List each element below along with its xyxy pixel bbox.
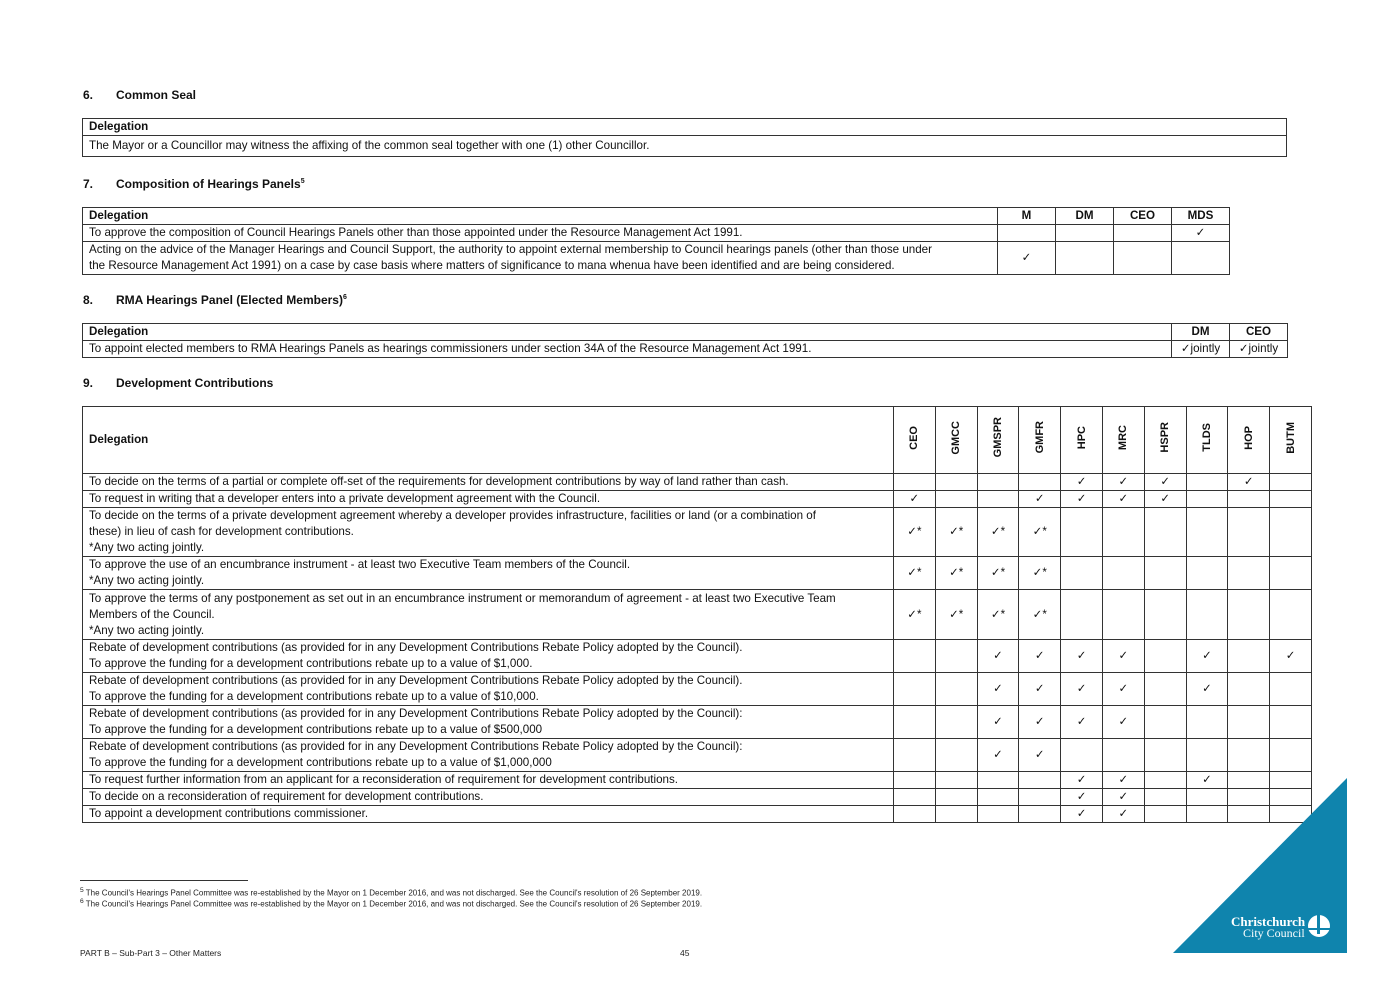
authority-cell-tlds: ✓: [1186, 673, 1228, 706]
column-label: TLDS: [1200, 423, 1213, 452]
table-row: [83, 341, 1288, 358]
authority-cell-hpc: [1061, 508, 1103, 557]
authority-cell-hpc: ✓: [1061, 640, 1103, 673]
column-label: DM: [1075, 209, 1094, 222]
logo-line-1: Christchurch: [1231, 914, 1306, 929]
table-row: [83, 739, 1312, 772]
authority-cell-hpc: [1061, 557, 1103, 590]
authority-cell-mrc: ✓: [1102, 640, 1144, 673]
section-number: 7.: [83, 177, 94, 191]
delegation-cell: [83, 557, 894, 590]
section-number: 8.: [83, 293, 94, 307]
delegation-cell: [83, 242, 998, 275]
column-header-dm: [1056, 208, 1114, 225]
column-header-hspr: [1144, 407, 1186, 474]
table-row: [83, 640, 1312, 673]
authority-cell-butm: [1270, 706, 1312, 739]
column-label: MDS: [1187, 209, 1214, 222]
table-row: [83, 491, 1312, 508]
authority-cell-tlds: ✓: [1186, 772, 1228, 789]
delegation-cell: [83, 772, 894, 789]
table-row: [83, 789, 1312, 806]
column-label: HOP: [1242, 425, 1255, 450]
authority-cell-hop: [1228, 508, 1270, 557]
authority-cell-tlds: [1186, 491, 1228, 508]
authority-cell-hspr: [1144, 640, 1186, 673]
authority-cell-mrc: ✓: [1102, 474, 1144, 491]
hearings-panels-table: [82, 207, 1230, 275]
authority-cell-hpc: ✓: [1061, 474, 1103, 491]
column-header-mds: [1172, 208, 1230, 225]
authority-cell-gmcc: ✓*: [935, 557, 977, 590]
delegation-text-line: Members of the Council.: [89, 607, 215, 621]
section-6-heading: [83, 88, 196, 102]
section-title: Common Seal: [116, 88, 197, 102]
authority-cell-dm: [1056, 242, 1114, 275]
authority-cell-ceo: [1114, 225, 1172, 242]
delegation-text-line: Rebate of development contributions (as provided for in any Development Contributions Rebate Policy adopted by the Council).: [89, 641, 743, 654]
column-label: DM: [1191, 325, 1210, 338]
footnote-text: The Council's Hearings Panel Committee was re-established by the Mayor on 1 December 2016, and was not discharged. See the Council's resolution of 26 September 2019.: [85, 899, 703, 909]
authority-cell-butm: [1270, 739, 1312, 772]
column-header-dm: [1172, 324, 1230, 341]
authority-cell-gmfr: ✓: [1019, 673, 1061, 706]
authority-cell-hspr: [1144, 739, 1186, 772]
authority-cell-gmcc: [935, 706, 977, 739]
authority-cell-gmspr: ✓*: [977, 557, 1019, 590]
authority-cell-gmspr: [977, 474, 1019, 491]
authority-cell-mrc: [1102, 590, 1144, 640]
rma-hearings-table: [82, 323, 1288, 358]
authority-cell-gmspr: ✓: [977, 706, 1019, 739]
delegation-cell: [83, 225, 998, 242]
delegation-cell: [83, 474, 894, 491]
footnote-number: 5: [80, 887, 84, 894]
development-contributions-table: [82, 406, 1312, 823]
authority-cell-ceo: ✓jointly: [1230, 341, 1288, 358]
authority-cell-mrc: [1102, 557, 1144, 590]
table-row: [83, 706, 1312, 739]
column-label: M: [1021, 209, 1032, 222]
delegation-cell: [83, 491, 894, 508]
column-header-butm: [1270, 407, 1312, 474]
authority-cell-gmspr: ✓: [977, 673, 1019, 706]
authority-cell-butm: [1270, 491, 1312, 508]
delegation-cell: [83, 673, 894, 706]
table-row: [83, 225, 1230, 242]
authority-cell-hop: ✓: [1228, 474, 1270, 491]
authority-cell-gmfr: [1019, 789, 1061, 806]
section-title: Development Contributions: [116, 376, 274, 390]
delegation-text-line: *Any two acting jointly.: [89, 574, 205, 587]
delegation-text-line: To approve the funding for a development contributions rebate up to a value of $10,000.: [89, 690, 539, 703]
authority-cell-mds: [1172, 242, 1230, 275]
footnote-text: The Council's Hearings Panel Committee was re-established by the Mayor on 1 December 2016, and was not discharged. See the Council's resolution of 26 September 2019.: [85, 888, 703, 898]
footnote-number: 6: [80, 898, 84, 905]
authority-cell-gmfr: [1019, 806, 1061, 823]
header-row: [83, 208, 1230, 225]
authority-cell-ceo: [894, 673, 936, 706]
column-label: CEO: [1245, 325, 1272, 338]
authority-cell-ceo: [894, 706, 936, 739]
authority-cell-tlds: [1186, 474, 1228, 491]
authority-cell-gmfr: ✓: [1019, 491, 1061, 508]
footnote-6: [80, 898, 702, 909]
authority-cell-ceo: ✓*: [894, 508, 936, 557]
table-row: [83, 673, 1312, 706]
section-9-heading: [83, 376, 273, 390]
header-row: [83, 324, 1288, 341]
column-label: CEO: [908, 425, 921, 450]
authority-cell-tlds: [1186, 557, 1228, 590]
column-header-hpc: [1061, 407, 1103, 474]
delegation-text-line: Rebate of development contributions (as provided for in any Development Contributions Rebate Policy adopted by the Council):: [89, 740, 743, 753]
authority-cell-hspr: [1144, 557, 1186, 590]
authority-cell-ceo: [1114, 242, 1172, 275]
authority-cell-mrc: ✓: [1102, 772, 1144, 789]
authority-cell-tlds: [1186, 508, 1228, 557]
table-row: [83, 806, 1312, 823]
authority-cell-mrc: ✓: [1102, 673, 1144, 706]
authority-cell-hpc: [1061, 739, 1103, 772]
column-header-gmfr: [1019, 407, 1061, 474]
section-title: Composition of Hearings Panels: [116, 177, 301, 191]
delegation-cell: [83, 806, 894, 823]
delegation-cell: [83, 640, 894, 673]
authority-cell-gmcc: [935, 474, 977, 491]
authority-cell-butm: [1270, 673, 1312, 706]
authority-cell-gmfr: [1019, 772, 1061, 789]
column-header-tlds: [1186, 407, 1228, 474]
section-number: 9.: [83, 376, 94, 390]
delegation-cell: [83, 508, 894, 557]
column-header-gmcc: [935, 407, 977, 474]
authority-cell-hop: [1228, 491, 1270, 508]
authority-cell-mrc: ✓: [1102, 789, 1144, 806]
delegation-text-line: To appoint a development contributions commissioner.: [89, 807, 369, 820]
authority-cell-gmspr: ✓*: [977, 590, 1019, 640]
column-label: HPC: [1075, 425, 1088, 450]
delegation-cell: [83, 706, 894, 739]
delegation-cell: [83, 739, 894, 772]
authority-cell-tlds: [1186, 706, 1228, 739]
authority-cell-hpc: ✓: [1061, 491, 1103, 508]
authority-cell-gmfr: ✓*: [1019, 508, 1061, 557]
authority-cell-gmcc: [935, 673, 977, 706]
authority-cell-m: ✓: [998, 242, 1056, 275]
authority-cell-gmspr: [977, 772, 1019, 789]
authority-cell-ceo: [894, 806, 936, 823]
authority-cell-hpc: [1061, 590, 1103, 640]
delegation-cell: The Mayor or a Councillor may witness the affixing of the common seal together with one (1) other Councillor.: [83, 136, 1287, 157]
delegation-header: Delegation: [83, 324, 1172, 341]
authority-cell-hpc: ✓: [1061, 806, 1103, 823]
authority-cell-hop: [1228, 590, 1270, 640]
page-number: 45: [680, 948, 690, 958]
authority-cell-gmspr: [977, 789, 1019, 806]
authority-cell-gmcc: ✓*: [935, 508, 977, 557]
authority-cell-m: [998, 225, 1056, 242]
authority-cell-gmfr: ✓*: [1019, 590, 1061, 640]
table-row: [83, 242, 1230, 275]
footnote-ref: 6: [342, 294, 347, 301]
authority-cell-tlds: [1186, 739, 1228, 772]
delegation-text-line: Acting on the advice of the Manager Hearings and Council Support, the authority to appoint external membership to Council hearings panels (other than those under: [89, 243, 932, 256]
authority-cell-gmcc: [935, 772, 977, 789]
footnote-divider: [80, 880, 248, 881]
column-header-ceo: [894, 407, 936, 474]
authority-cell-gmspr: ✓: [977, 739, 1019, 772]
delegation-header: Delegation: [83, 407, 894, 474]
authority-cell-hop: [1228, 673, 1270, 706]
authority-cell-dm: ✓jointly: [1172, 341, 1230, 358]
column-label: GMCC: [950, 420, 963, 455]
section-number: 6.: [83, 88, 94, 102]
authority-cell-ceo: [894, 772, 936, 789]
authority-cell-gmfr: ✓: [1019, 706, 1061, 739]
authority-cell-gmfr: ✓*: [1019, 557, 1061, 590]
delegation-text-line: these) in lieu of cash for development contributions.: [89, 525, 354, 538]
authority-cell-hspr: [1144, 706, 1186, 739]
column-label: MRC: [1117, 424, 1130, 451]
logo-line-2: City Council: [1243, 926, 1305, 940]
authority-cell-hop: [1228, 557, 1270, 590]
authority-cell-gmspr: [977, 491, 1019, 508]
section-7-heading: [83, 177, 305, 191]
delegation-cell: [83, 341, 1172, 358]
authority-cell-mrc: ✓: [1102, 706, 1144, 739]
council-logo: [1173, 778, 1347, 953]
logo-triangle: [1173, 778, 1347, 953]
authority-cell-hspr: [1144, 508, 1186, 557]
delegation-text-line: To approve the funding for a development contributions rebate up to a value of $1,000,000: [89, 756, 552, 769]
delegation-text-line: To approve the funding for a development contributions rebate up to a value of $500,000: [89, 723, 543, 736]
authority-cell-gmcc: [935, 806, 977, 823]
delegation-text-line: To approve the terms of any postponement as set out in an encumbrance instrument or memorandum of agreement - at least two Executive Team: [89, 591, 836, 605]
column-label: GMFR: [1033, 421, 1046, 454]
delegation-text-line: To decide on the terms of a private development agreement whereby a developer provides infrastructure, facilities or land (or a combination of: [89, 509, 816, 522]
authority-cell-gmcc: [935, 640, 977, 673]
column-label: GMSPR: [991, 417, 1004, 458]
column-header-hop: [1228, 407, 1270, 474]
authority-cell-mrc: ✓: [1102, 806, 1144, 823]
table-row: [83, 474, 1312, 491]
authority-cell-ceo: [894, 739, 936, 772]
authority-cell-mrc: [1102, 508, 1144, 557]
authority-cell-hop: [1228, 739, 1270, 772]
authority-cell-butm: ✓: [1270, 640, 1312, 673]
table-row: [83, 772, 1312, 789]
column-label: CEO: [1129, 209, 1156, 222]
column-header-m: [998, 208, 1056, 225]
delegation-text-line: To request further information from an applicant for a reconsideration of requirement for development contributions.: [89, 773, 679, 786]
delegation-text-line: *Any two acting jointly.: [89, 541, 205, 554]
authority-cell-mrc: ✓: [1102, 491, 1144, 508]
delegation-text-line: Rebate of development contributions (as provided for in any Development Contributions Rebate Policy adopted by the Council).: [89, 674, 743, 687]
authority-cell-ceo: [894, 474, 936, 491]
authority-cell-gmcc: [935, 491, 977, 508]
table-row: [83, 557, 1312, 590]
authority-cell-gmfr: [1019, 474, 1061, 491]
footnote-5: [80, 887, 702, 898]
delegation-header: Delegation: [83, 208, 998, 225]
authority-cell-tlds: ✓: [1186, 640, 1228, 673]
delegation-text-line: To approve the use of an encumbrance instrument - at least two Executive Team members of the Council.: [89, 558, 631, 571]
common-seal-table: [82, 118, 1287, 157]
delegation-text-line: To request in writing that a developer enters into a private development agreement with the Council.: [89, 492, 601, 505]
authority-cell-dm: [1056, 225, 1114, 242]
authority-cell-gmcc: [935, 789, 977, 806]
delegation-cell: [83, 590, 894, 640]
authority-cell-ceo: ✓*: [894, 590, 936, 640]
authority-cell-hspr: ✓: [1144, 491, 1186, 508]
delegation-text-line: To approve the composition of Council Hearings Panels other than those appointed under the Resource Management Act 1991.: [89, 226, 743, 239]
authority-cell-hpc: ✓: [1061, 772, 1103, 789]
delegation-text-line: Rebate of development contributions (as provided for in any Development Contributions Rebate Policy adopted by the Council):: [89, 707, 743, 720]
authority-cell-mrc: [1102, 739, 1144, 772]
authority-cell-gmcc: ✓*: [935, 590, 977, 640]
authority-cell-ceo: ✓*: [894, 557, 936, 590]
column-label: HSPR: [1159, 422, 1172, 453]
authority-cell-hpc: ✓: [1061, 673, 1103, 706]
column-header-gmspr: [977, 407, 1019, 474]
authority-cell-gmspr: ✓*: [977, 508, 1019, 557]
authority-cell-butm: [1270, 474, 1312, 491]
delegation-text-line: To decide on the terms of a partial or complete off-set of the requirements for development contributions by way of land rather than cash.: [89, 475, 789, 488]
delegation-text-line: *Any two acting jointly.: [89, 623, 205, 637]
authority-cell-gmspr: ✓: [977, 640, 1019, 673]
authority-cell-ceo: [894, 789, 936, 806]
authority-cell-gmfr: ✓: [1019, 640, 1061, 673]
authority-cell-butm: [1270, 508, 1312, 557]
delegation-text-line: the Resource Management Act 1991) on a case by case basis where matters of significance to mana whenua have been identified and are being considered.: [89, 259, 895, 272]
authority-cell-butm: [1270, 557, 1312, 590]
authority-cell-hspr: [1144, 590, 1186, 640]
footnote-ref: 5: [300, 178, 305, 185]
delegation-text-line: To appoint elected members to RMA Hearings Panels as hearings commissioners under section 34A of the Resource Management Act 1991.: [89, 342, 812, 355]
column-header-mrc: [1102, 407, 1144, 474]
section-title: RMA Hearings Panel (Elected Members): [116, 293, 343, 307]
authority-cell-gmfr: ✓: [1019, 739, 1061, 772]
authority-cell-tlds: [1186, 590, 1228, 640]
authority-cell-hpc: ✓: [1061, 706, 1103, 739]
section-8-heading: [83, 293, 347, 307]
column-header-ceo: [1230, 324, 1288, 341]
authority-cell-gmcc: [935, 739, 977, 772]
delegation-text-line: To approve the funding for a development contributions rebate up to a value of $1,000.: [89, 657, 533, 670]
authority-cell-gmspr: [977, 806, 1019, 823]
column-label: BUTM: [1284, 421, 1297, 454]
authority-cell-ceo: ✓: [894, 491, 936, 508]
authority-cell-hpc: ✓: [1061, 789, 1103, 806]
footer-part: PART B – Sub-Part 3 – Other Matters: [80, 948, 222, 958]
table-row: [83, 508, 1312, 557]
delegation-cell: [83, 789, 894, 806]
authority-cell-hspr: ✓: [1144, 474, 1186, 491]
table-row: [83, 590, 1312, 640]
delegation-header: Delegation: [83, 119, 1287, 136]
authority-cell-mds: ✓: [1172, 225, 1230, 242]
delegation-text-line: To decide on a reconsideration of requirement for development contributions.: [89, 790, 484, 803]
authority-cell-hop: [1228, 640, 1270, 673]
column-header-ceo: [1114, 208, 1172, 225]
authority-cell-hspr: [1144, 673, 1186, 706]
header-row: [83, 407, 1312, 474]
authority-cell-ceo: [894, 640, 936, 673]
authority-cell-hop: [1228, 706, 1270, 739]
authority-cell-butm: [1270, 590, 1312, 640]
